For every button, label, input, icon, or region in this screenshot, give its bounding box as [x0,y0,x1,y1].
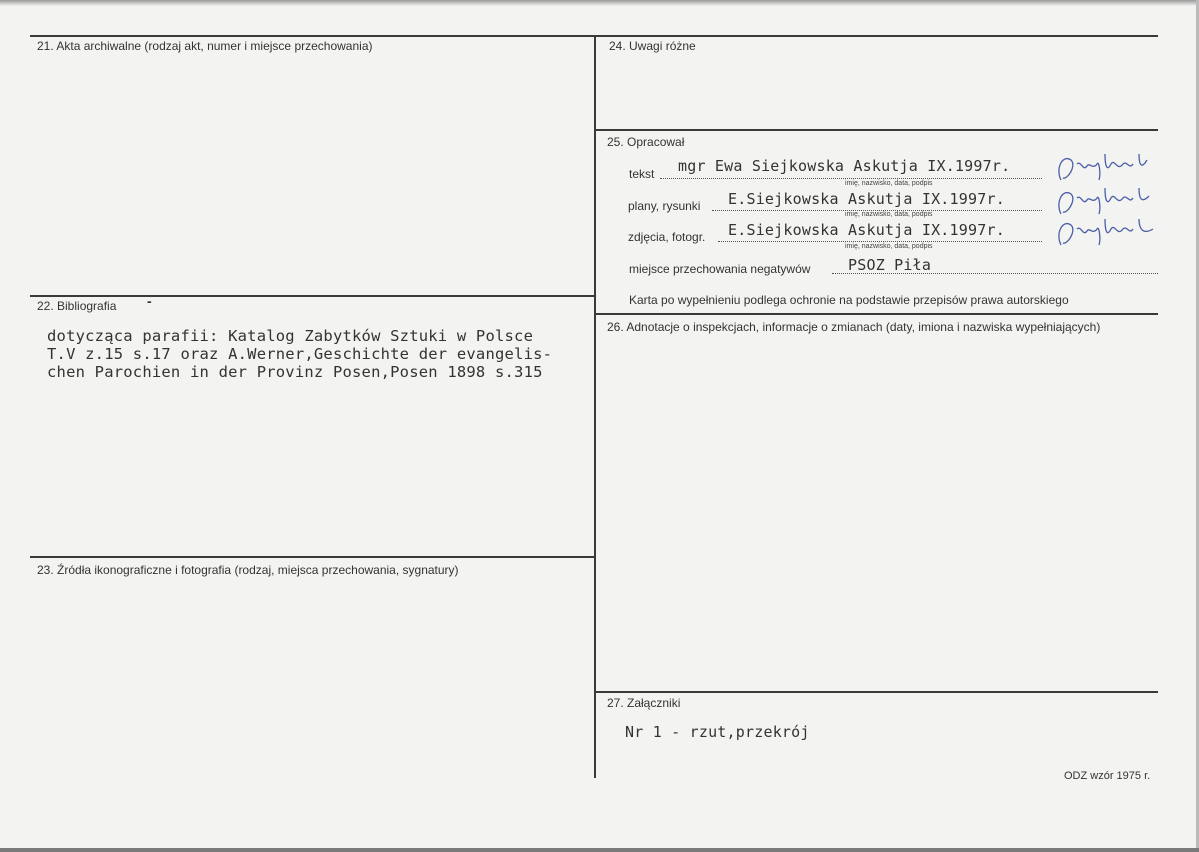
scan-edge-bottom [0,848,1199,852]
section-26-label: 26. Adnotacje o inspekcjach, informacje o zmianach (daty, imiona i nazwiska wypełniających) [607,320,1101,334]
section-25-label: 25. Opracował [607,135,685,149]
fill-line [660,178,1042,179]
scan-edge-top [0,0,1199,6]
section-24-label: 24. Uwagi różne [609,39,696,53]
section-22-dash: - [147,293,152,309]
field-label-photos: zdjęcia, fotogr. [628,230,706,244]
author-photos-value: E.Siejkowska Askutja IX.1997r. [728,221,1005,239]
bibliography-line: chen Parochien in der Provinz Posen,Posen 1898 s.315 [47,363,543,381]
field-label-text: tekst [629,167,655,181]
attachments-value: Nr 1 - rzut,przekrój [625,723,810,741]
signature-drawings [1053,184,1163,218]
signature-text [1053,150,1163,186]
negatives-label: miejsce przechowania negatywów [629,262,811,276]
field-hint: imię, nazwisko, data, podpis [845,243,933,250]
negatives-value: PSOZ Piła [848,256,932,274]
author-text-value: mgr Ewa Siejkowska Askutja IX.1997r. [678,157,1011,175]
section-27-label: 27. Załączniki [607,696,681,710]
divider-26-27 [596,691,1158,693]
author-drawings-value: E.Siejkowska Askutja IX.1997r. [728,190,1005,208]
divider-25-26 [596,313,1158,315]
bibliography-line: dotycząca parafii: Katalog Zabytków Sztuki w Polsce [47,327,534,345]
fill-line [718,241,1042,242]
section-22-label: 22. Bibliografia [37,299,117,313]
field-hint: imię, nazwisko, data, podpis [845,180,933,187]
section-23-label: 23. Źródła ikonograficzne i fotografia (rodzaj, miejsca przechowania, sygnatury) [37,563,459,577]
divider-24-25 [596,129,1158,131]
form-id: ODZ wzór 1975 r. [1064,770,1151,782]
signature-photos [1053,215,1165,249]
field-hint: imię, nazwisko, data, podpis [845,211,933,218]
bibliography-line: T.V z.15 s.17 oraz A.Werner,Geschichte der evangelis- [47,345,553,363]
field-label-drawings: plany, rysunki [628,199,701,213]
center-divider [594,35,596,778]
copyright-note: Karta po wypełnieniu podlega ochronie na podstawie przepisów prawa autorskiego [629,293,1069,307]
divider-21-22 [30,295,595,297]
divider-22-23 [30,556,595,558]
section-21-label: 21. Akta archiwalne (rodzaj akt, numer i miejsce przechowania) [37,39,373,53]
